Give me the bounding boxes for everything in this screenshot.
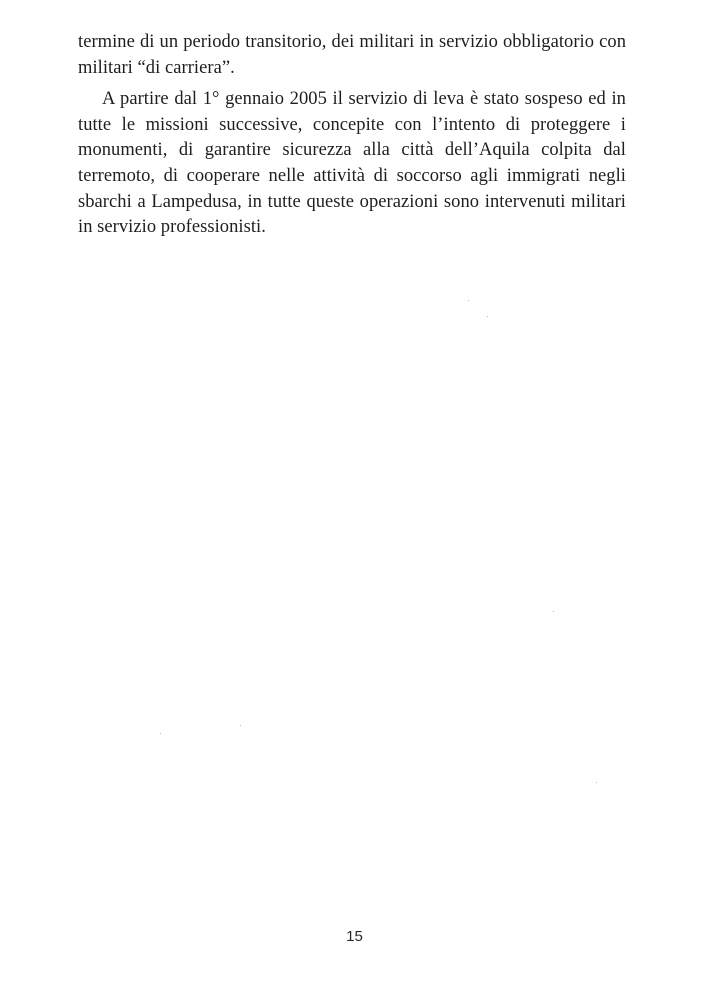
paragraph-leva: A partire dal 1° gennaio 2005 il servizio di leva è stato sospeso ed in tutte le missioni successive, concepite con l’intento di proteggere i monumenti, di garantire sicurezza alla città dell’Aquila colpita dal terremoto, di cooperare nelle attività di soccorso agli immigrati negli sbarchi a Lampedusa, in tutte queste operazioni sono intervenuti militari in servizio professionisti. bbox=[78, 89, 626, 238]
body-text bbox=[78, 30, 626, 241]
scan-speck bbox=[487, 316, 488, 317]
paragraph-continuation: termine di un periodo transitorio, dei militari in servizio obbligatorio con militari “di carriera”. bbox=[78, 32, 626, 78]
page-number: 15 bbox=[346, 928, 363, 945]
scan-speck bbox=[160, 733, 161, 734]
scan-speck bbox=[240, 725, 241, 726]
scan-speck bbox=[553, 611, 554, 612]
scan-speck bbox=[468, 300, 469, 301]
scan-speck bbox=[596, 782, 597, 783]
